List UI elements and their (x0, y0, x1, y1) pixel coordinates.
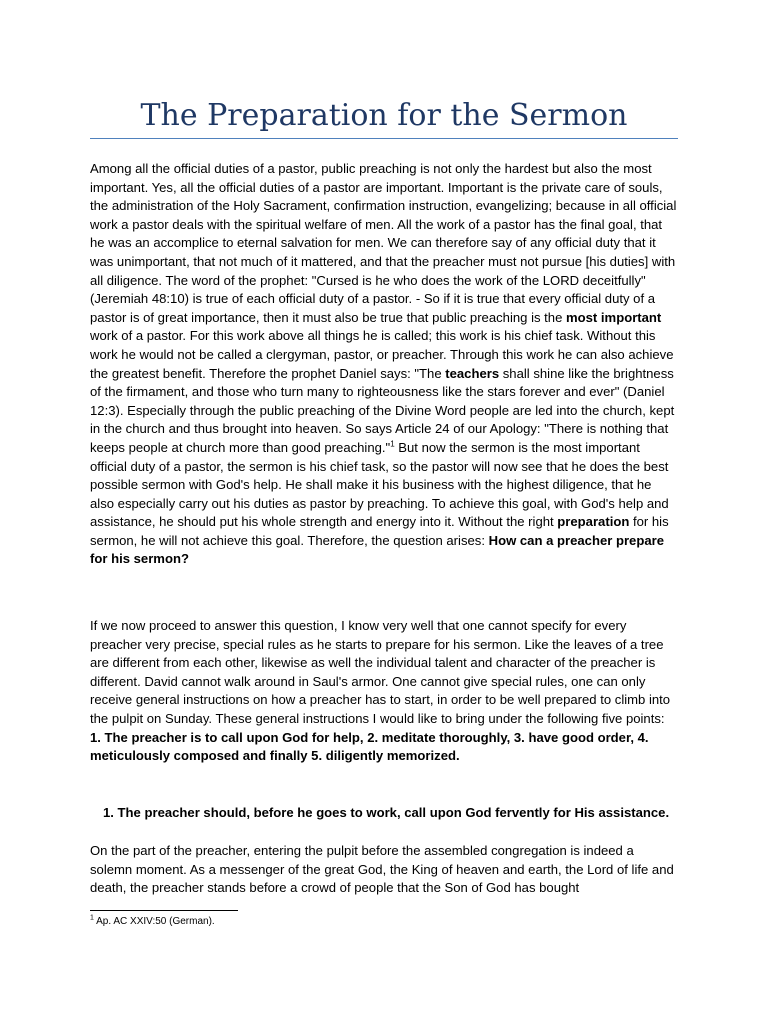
bold-question: How can a preacher prepare for his sermon? (90, 532, 664, 567)
footnote (90, 915, 390, 929)
paragraph-1-text-c: shall shine like the brightness of the firmament, and those who turn many to righteousness like the stars forever and ever" (Daniel 12:3). Especially through the public preaching of the Divine Word people are led into the church, kept in the church and thus brought into heaven. So says Article 24 of our Apology: "There is nothing that keeps people at church more than good preaching." (90, 365, 675, 455)
paragraph-3-text: On the part of the preacher, entering the pulpit before the assembled congregation is indeed a solemn moment. As a messenger of the great God, the King of heaven and earth, the Lord of life and death, the preacher stands before a crowd of people that the Son of God has bought (90, 843, 674, 896)
bold-five-points: 1. The preacher is to call upon God for help, 2. meditate thoroughly, 3. have good order, 4. meticulously composed and finally 5. diligently memorized. (90, 729, 649, 764)
footnote-marker: 1 (90, 914, 94, 922)
paragraph-1-text-a: Among all the official duties of a pastor, public preaching is not only the hardest but also the most important. Yes, all the official duties of a pastor are important. Important is the private care of souls, the administration of the Holy Sacrament, confirmation instruction, evangelizing; because in all official work a pastor deals with the spiritual welfare of men. All the work of a pastor has the final goal, that he was an accomplice to eternal salvation for men. We can therefore say of any official duty that it was unimportant, that not much of it mattered, and that the preacher must not pursue [his duties] with all diligence. The word of the prophet: "Cursed is he who does the work of the LORD deceitfully" (Jeremiah 48:10) is true of each official duty of a pastor. - So if it is true that every official duty of a pastor is of great importance, then it must also be true that public preaching is the (90, 161, 677, 325)
paragraph-1-text-d: But now the sermon is the most important official duty of a pastor, the sermon is his chief task, so the pastor will now see that he does the best possible sermon with God's help. He shall make it his business with the highest diligence, that he also especially carry out his duties as pastor by preaching. To achieve this goal, with God's help and assistance, he should put his whole strength and energy into it. Without the right (90, 439, 669, 530)
paragraph-1 (90, 160, 678, 569)
paragraph-1-text-e: for his sermon, he will not achieve this goal. Therefore, the question arises: (90, 514, 669, 548)
bold-teachers: teachers (445, 365, 500, 381)
title-underline (90, 138, 678, 139)
footnote-reference[interactable]: 1 (390, 439, 395, 449)
paragraph-2-text: If we now proceed to answer this question, I know very well that one cannot specify for every preacher very precise, special rules as he starts to prepare for his sermon. Like the leaves of a tree are different from each other, likewise as well the individual talent and character of the preacher is different. David cannot walk around in Saul's armor. One cannot give special rules, one can only receive general instructions on how a preacher has to start, in order to be well prepared to climb into the pulpit on Sunday. These general instructions I would like to bring under the following five points: (90, 618, 671, 726)
document-title: The Preparation for the Sermon (140, 98, 628, 133)
numbered-point-1: 1. The preacher should, before he goes to work, call upon God fervently for His assistance. (103, 805, 670, 820)
paragraph-3 (90, 842, 678, 898)
paragraph-2 (90, 617, 678, 766)
footnote-separator (90, 910, 238, 911)
footnote-text: Ap. AC XXIV:50 (German). (93, 916, 215, 927)
paragraph-1-text-b: work of a pastor. For this work above all things he is called; this work is his chief task. Without this work he would not be called a clergyman, pastor, or preacher. Through this work he can also achieve the greatest benefit. Therefore the prophet Daniel says: "The (90, 328, 674, 381)
bold-most-important: most important (566, 309, 662, 325)
bold-preparation: preparation (557, 514, 630, 530)
